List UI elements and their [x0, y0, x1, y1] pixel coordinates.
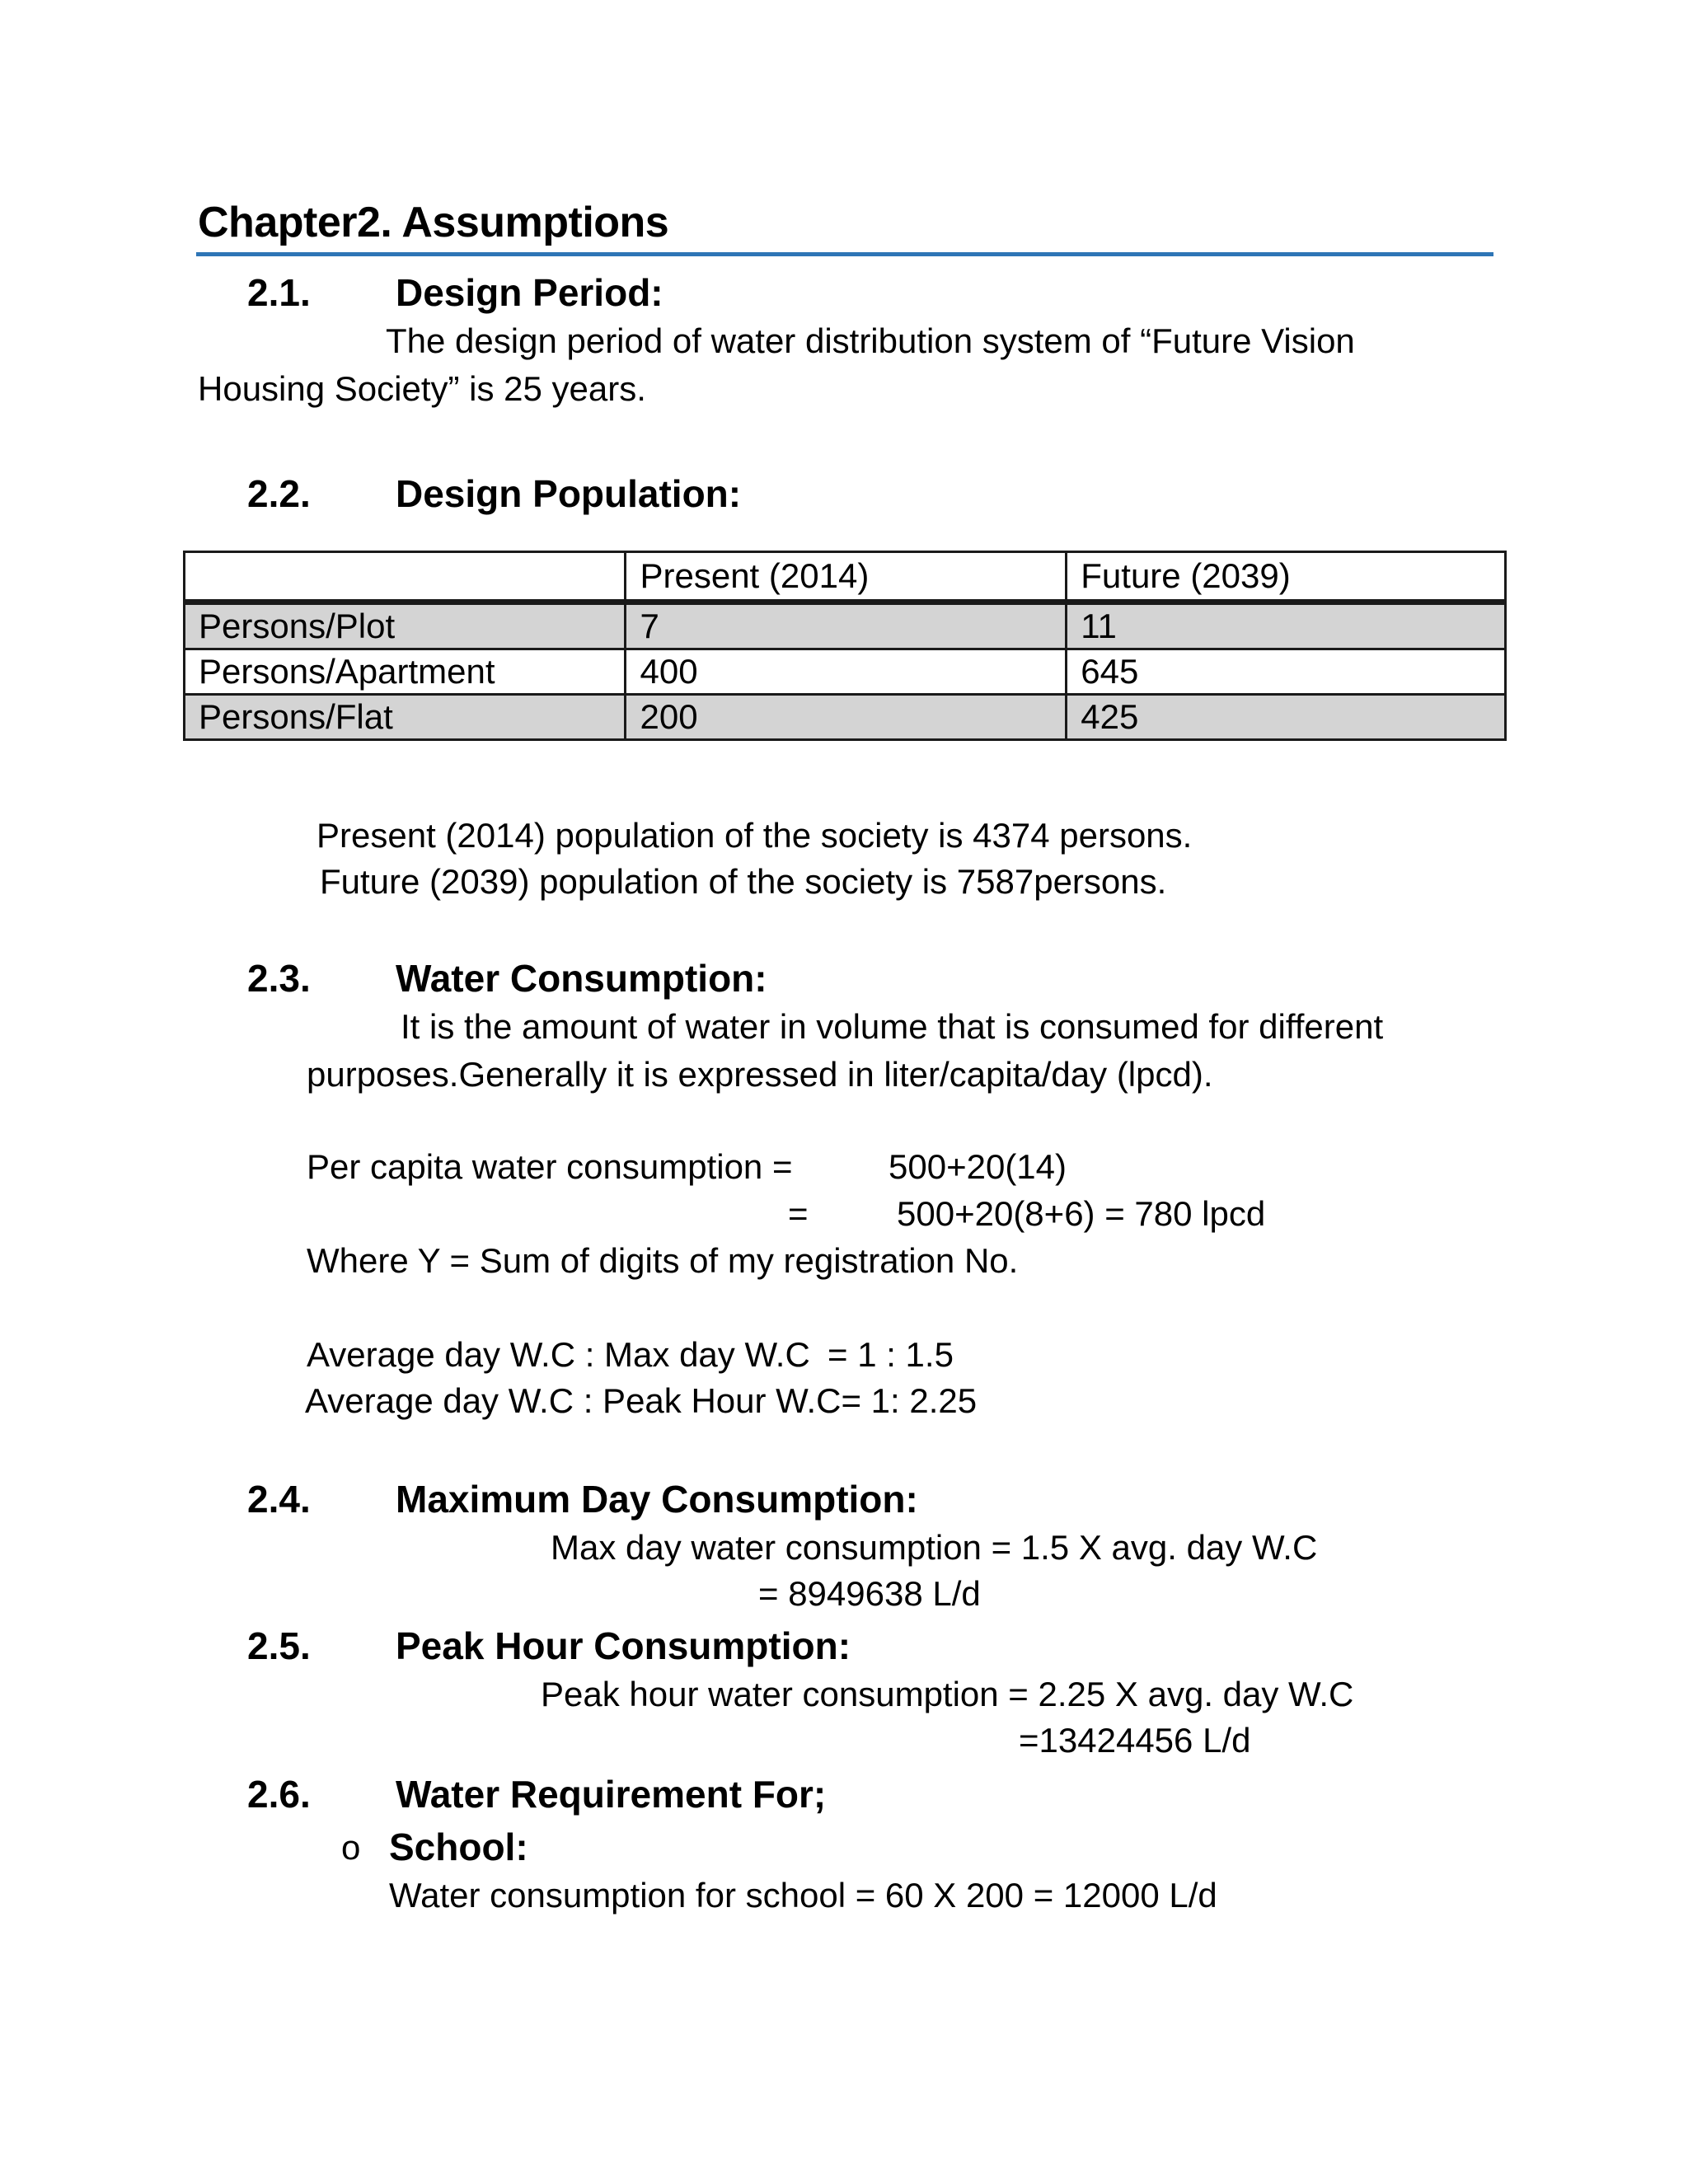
chapter-rule — [196, 252, 1493, 256]
section-2-5-title: Peak Hour Consumption: — [396, 1624, 851, 1667]
section-2-1-line-1: The design period of water distribution system of “Future Vision — [386, 321, 1355, 360]
section-2-3-line-2: purposes.Generally it is expressed in liter/capita/day (lpcd). — [307, 1055, 1213, 1094]
section-2-3-number: 2.3. — [247, 957, 311, 1000]
ratio-max-day-label: Average day W.C : Max day W.C — [307, 1335, 810, 1374]
section-2-3-title: Water Consumption: — [396, 957, 767, 1000]
per-capita-equals: = — [788, 1194, 809, 1233]
ratio-max-day-value: = 1 : 1.5 — [828, 1335, 954, 1374]
list-bullet: o — [341, 1828, 361, 1867]
table-cell: 425 — [1067, 695, 1506, 740]
where-note: Where Y = Sum of digits of my registration No. — [307, 1241, 1019, 1280]
peak-hour-formula: Peak hour water consumption = 2.25 X avg. day W.C — [541, 1675, 1354, 1713]
table-header-cell — [185, 552, 626, 602]
table-cell: 200 — [626, 695, 1067, 740]
table-cell: Persons/Flat — [185, 695, 626, 740]
population-table — [183, 551, 1507, 741]
max-day-result: = 8949638 L/d — [758, 1574, 981, 1613]
school-consumption: Water consumption for school = 60 X 200 = 12000 L/d — [389, 1876, 1217, 1915]
per-capita-value-2: 500+20(8+6) = 780 lpcd — [897, 1194, 1266, 1233]
school-heading: School: — [389, 1825, 528, 1868]
table-cell: 11 — [1067, 602, 1506, 649]
per-capita-value-1: 500+20(14) — [889, 1147, 1067, 1186]
section-2-2-number: 2.2. — [247, 472, 311, 515]
table-cell: 645 — [1067, 649, 1506, 695]
section-2-5-number: 2.5. — [247, 1624, 311, 1667]
table-header-row — [185, 552, 1506, 602]
section-2-2-title: Design Population: — [396, 472, 742, 515]
table-row — [185, 649, 1506, 695]
section-2-4-number: 2.4. — [247, 1478, 311, 1521]
table-cell: 7 — [626, 602, 1067, 649]
table-row — [185, 602, 1506, 649]
section-2-4-title: Maximum Day Consumption: — [396, 1478, 918, 1521]
section-2-1-title: Design Period: — [396, 271, 663, 314]
future-population-note: Future (2039) population of the society is 7587persons. — [320, 862, 1167, 901]
table-cell: 400 — [626, 649, 1067, 695]
section-2-1-line-2: Housing Society” is 25 years. — [198, 369, 646, 408]
chapter-title: Chapter2. Assumptions — [198, 199, 669, 246]
present-population-note: Present (2014) population of the society is 4374 persons. — [316, 816, 1193, 855]
table-header-cell: Present (2014) — [626, 552, 1067, 602]
section-2-3-line-1: It is the amount of water in volume that is consumed for different — [401, 1007, 1384, 1046]
section-2-6-title: Water Requirement For; — [396, 1773, 827, 1816]
max-day-formula: Max day water consumption = 1.5 X avg. day W.C — [551, 1528, 1318, 1567]
peak-hour-result: =13424456 L/d — [1019, 1721, 1251, 1760]
table-cell: Persons/Apartment — [185, 649, 626, 695]
per-capita-label: Per capita water consumption = — [307, 1147, 793, 1186]
table-row — [185, 695, 1506, 740]
section-2-6-number: 2.6. — [247, 1773, 311, 1816]
table-header-cell: Future (2039) — [1067, 552, 1506, 602]
table-cell: Persons/Plot — [185, 602, 626, 649]
ratio-peak-hour: Average day W.C : Peak Hour W.C= 1: 2.25 — [305, 1381, 978, 1420]
section-2-1-number: 2.1. — [247, 271, 311, 314]
